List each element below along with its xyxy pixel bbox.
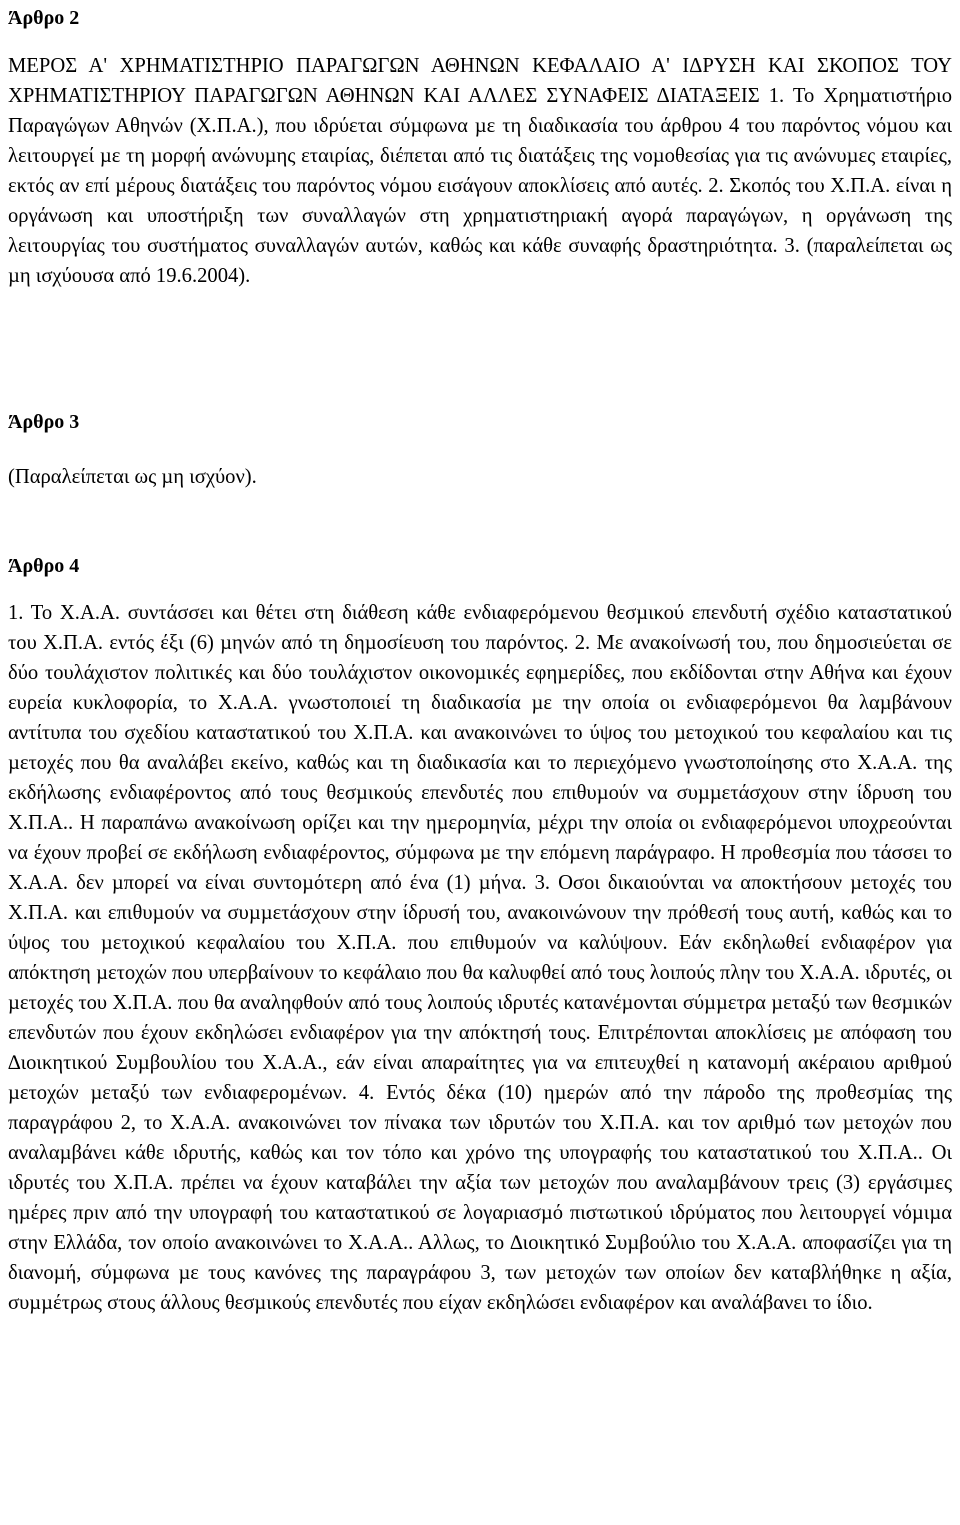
article-2-body: ΜΕΡΟΣ Α' ΧΡΗΜΑΤΙΣΤΗΡΙΟ ΠΑΡΑΓΩΓΩΝ ΑΘΗΝΩΝ ΚΕΦΑΛΑΙΟ Α' ΙΔΡΥΣΗ ΚΑΙ ΣΚΟΠΟΣ ΤΟΥ ΧΡΗΜΑΤΙΣΤΗΡΙΟΥ ΠΑΡΑΓΩΓΩΝ ΑΘΗΝΩΝ ΚΑΙ ΑΛΛΕΣ ΣΥΝΑΦΕΙΣ ΔΙΑΤΑΞΕΙΣ 1. Το Χρηµατιστήριο Παραγώγων Αθηνών (Χ.Π.Α.), που ιδρύεται σύµφωνα µε τη διαδικασία του άρθρου 4 του παρόντος νόµου και λειτουργεί µε τη µορφή ανώνυµης εταιρίας, διέπεται από τις διατάξεις της νοµοθεσίας για τις ανώνυµες εταιρίες, εκτός αν επί µέρους διατάξεις του παρόντος νόµου εισάγουν αποκλίσεις από αυτές. 2. Σκοπός του Χ.Π.Α. είναι η οργάνωση και υποστήριξη των συναλλαγών στη χρηµατιστηριακή αγορά παραγώγων, η οργάνωση της λειτουργίας του συστήµατος συναλλαγών αυτών, καθώς και κάθε συναφής δραστηριότητα. 3. (παραλείπεται ως µη ισχύουσα από 19.6.2004). xyxy=(8,55,952,287)
article-4-heading: Άρθρο 4 xyxy=(8,555,80,577)
article-3-heading: Άρθρο 3 xyxy=(8,411,80,433)
article-3-body: (Παραλείπεται ως µη ισχύον). xyxy=(8,466,257,488)
article-4-body: 1. Το Χ.Α.Α. συντάσσει και θέτει στη διάθεση κάθε ενδιαφερόµενου θεσµικού επενδυτή σχέδιο καταστατικού του Χ.Π.Α. εντός έξι (6) µηνών από τη δηµοσίευση του παρόντος. 2. Με ανακοίνωσή του, που δηµοσιεύεται σε δύο τουλάχιστον πολιτικές και δύο τουλάχιστον οικονοµικές εφηµερίδες, που εκδίδονται στην Αθήνα και έχουν ευρεία κυκλοφορία, το Χ.Α.Α. γνωστοποιεί τη διαδικασία µε την οποία οι ενδιαφερόµενοι θα λαµβάνουν αντίτυπα του σχεδίου καταστατικού του Χ.Π.Α. και ανακοινώνει το ύψος του µετοχικού του κεφαλαίου και τις µετοχές που θα αναλάβει εκείνο, καθώς και τη διαδικασία και το περιεχόµενο γνωστοποίησης στο Χ.Α.Α. της εκδήλωσης ενδιαφέροντος από τους θεσµικούς επενδυτές που επιθυµούν να συµµετάσχουν στην ίδρυση του Χ.Π.Α.. Η παραπάνω ανακοίνωση ορίζει και την ηµεροµηνία, µέχρι την οποία οι ενδιαφερόµενοι υποχρεούνται να έχουν προβεί σε εκδήλωση ενδιαφέροντος, σύµφωνα µε την επόµενη παράγραφο. Η προθεσµία που τάσσει το Χ.Α.Α. δεν µπορεί να είναι συντοµότερη από ένα (1) µήνα. 3. Οσοι δικαιούνται να αποκτήσουν µετοχές του Χ.Π.Α. και επιθυµούν να συµµετάσχουν στην ίδρυσή του, ανακοινώνουν την πρόθεσή τους αυτή, καθώς και το ύψος του µετοχικού κεφαλαίου του Χ.Π.Α. που επιθυµούν να καλύψουν. Εάν εκδηλωθεί ενδιαφέρον για απόκτηση µετοχών που υπερβαίνουν το κεφάλαιο που θα καλυφθεί από τους λοιπούς πλην του Χ.Α.Α. ιδρυτές, οι µετοχές του Χ.Π.Α. που θα αναληφθούν από τους λοιπούς ιδρυτές κατανέµονται σύµµετρα µεταξύ των θεσµικών επενδυτών που έχουν εκδηλώσει ενδιαφέρον για την απόκτησή τους. Επιτρέπονται αποκλίσεις µε απόφαση του ∆ιοικητικού Συµβουλίου του Χ.Α.Α., εάν είναι απαραίτητες για να επιτευχθεί η κατανοµή ακέραιου αριθµού µετοχών µεταξύ των ενδιαφεροµένων. 4. Εντός δέκα (10) ηµερών από την πάροδο της προθεσµίας της παραγράφου 2, το Χ.Α.Α. ανακοινώνει τον πίνακα των ιδρυτών του Χ.Π.Α. και τον αριθµό των µετοχών που αναλαµβάνει κάθε ιδρυτής, καθώς και τον τόπο και χρόνο της υπογραφής του καταστατικού του Χ.Π.Α.. Οι ιδρυτές του Χ.Π.Α. πρέπει να έχουν καταβάλει την αξία των µετοχών που αναλαµβάνουν τρεις (3) εργάσιµες ηµέρες πριν από την υπογραφή του καταστατικού σε λογαριασµό πιστωτικού ιδρύµατος που λειτουργεί νόµιµα στην Ελλάδα, τον οποίο ανακοινώνει το Χ.Α.Α.. Αλλως, το ∆ιοικητικό Συµβούλιο του Χ.Α.Α. αποφασίζει για τη διανοµή, σύµφωνα µε τους κανόνες της παραγράφου 3, των µετοχών των οποίων δεν καταβλήθηκε η αξία, συµµέτρως στους άλλους θεσµικούς επενδυτές που είχαν εκδηλώσει ενδιαφέρον και αναλάβανει το ίδιο. xyxy=(8,602,952,1314)
article-2-heading: Άρθρο 2 xyxy=(8,7,80,29)
